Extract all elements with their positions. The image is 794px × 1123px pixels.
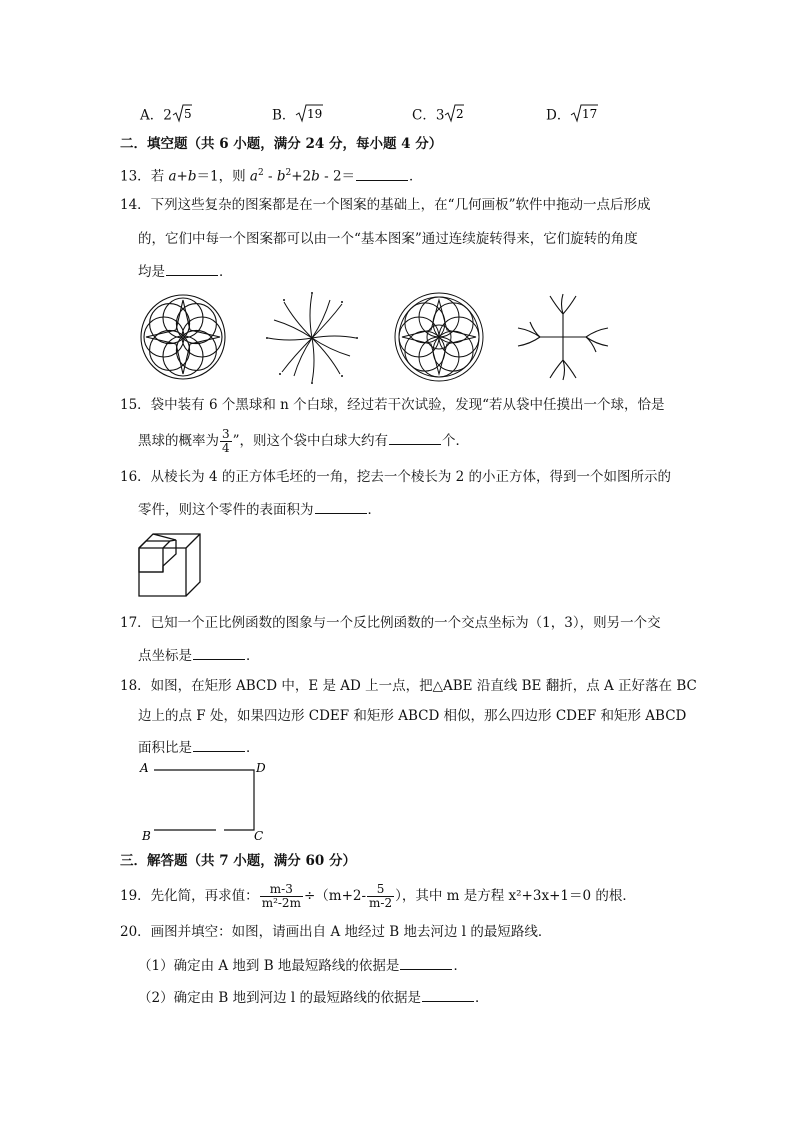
q20-sub-1 [138, 955, 467, 976]
q13-exp2: 2 [285, 168, 292, 178]
q18-line-3 [138, 737, 260, 758]
question-13 [120, 163, 423, 187]
cube-part-figure [136, 530, 204, 598]
label-c: C [254, 829, 264, 842]
option-b [272, 103, 323, 129]
q14-line-3 [138, 261, 233, 282]
q16-line-2-text: 零件，则这个零件的表面积为 [138, 502, 314, 518]
answer-blank[interactable] [193, 645, 245, 660]
fraction-2-numerator: 5 [367, 883, 394, 897]
svg-text:5: 5 [183, 107, 192, 121]
svg-text:17: 17 [582, 107, 598, 121]
label-a: A [140, 761, 149, 775]
q13-minus: - [263, 168, 277, 185]
q13-var-b3: b [311, 168, 320, 185]
q16-line-2 [138, 499, 381, 520]
circle-pattern-figure-3 [392, 290, 486, 384]
answer-blank[interactable] [389, 430, 441, 445]
q19-divide: ÷（m+2- [303, 888, 367, 904]
answer-blank[interactable] [422, 987, 474, 1002]
q18-line-3-end: ． [246, 740, 260, 756]
option-d [546, 103, 598, 129]
answer-blank[interactable] [193, 737, 245, 752]
q13-var-b: b [187, 168, 197, 185]
option-a [140, 103, 192, 129]
option-c-label: C． [412, 107, 436, 124]
answer-blank[interactable] [356, 166, 408, 181]
q20-sub-1-end: ． [453, 958, 467, 974]
sqrt-icon [295, 103, 323, 129]
q15-line-2-text: 黑球的概率为 [138, 433, 219, 449]
q14-line-3-end: ． [219, 264, 233, 280]
q14-line-2: 的，它们中每一个图案都可以由一个“基本图案”通过连续旋转得来，它们旋转的角度 [138, 231, 638, 247]
q15-line-2 [138, 426, 469, 456]
q13-number: 13． [120, 168, 151, 185]
svg-text:19: 19 [307, 107, 323, 121]
q13-var-b2: b [276, 168, 286, 185]
q13-end: ． [409, 168, 423, 185]
section-2-title: 二．填空题（共 6 小题，满分 24 分，每小题 4 分） [120, 136, 443, 152]
q13-plus: + [176, 168, 188, 185]
label-b: B [142, 829, 151, 842]
q13-rest2: - 2＝ [319, 168, 356, 185]
sqrt-icon [444, 103, 464, 129]
option-b-label: B． [272, 107, 296, 124]
q20-sub-2-end: ． [475, 990, 489, 1006]
q13-var-a: a [168, 168, 177, 185]
answer-blank[interactable] [166, 261, 218, 276]
question-19 [120, 879, 636, 913]
q15-line-1: 15．袋中装有 6 个黑球和 n 个白球，经过若干次试验，发现“若从袋中任摸出一个球，恰是 [120, 397, 665, 413]
q15-line-2-end: 个． [442, 433, 470, 449]
fraction-1 [260, 883, 303, 910]
q20-sub-2-text: （2）确定由 B 地到河边 l 的最短路线的依据是 [138, 990, 421, 1006]
q14-line-3-text: 均是 [138, 264, 165, 280]
sqrt-icon [570, 103, 598, 129]
q17-line-2-text: 点坐标是 [138, 648, 192, 664]
q13-var-a2: a [249, 168, 258, 185]
q17-line-2-end: ． [246, 648, 260, 664]
q17-line-2 [138, 645, 260, 666]
label-d: D [256, 761, 266, 775]
fraction-2-denominator: m-2 [369, 896, 393, 910]
option-a-label: A． [140, 107, 164, 124]
fraction-1-denominator: m²-2m [261, 896, 301, 910]
option-d-label: D． [546, 107, 571, 124]
answer-blank[interactable] [315, 499, 367, 514]
q16-line-2-end: ． [367, 502, 381, 518]
fraction-1-numerator: m-3 [260, 883, 303, 897]
rose-pattern-figure-1 [138, 292, 228, 382]
sqrt-icon [172, 103, 192, 129]
q19-text: 19．先化简，再求值： [120, 888, 259, 904]
option-c [412, 103, 464, 129]
star-pattern-figure-2 [264, 290, 360, 386]
option-a-coef: 2 [163, 107, 172, 124]
svg-text:2: 2 [456, 107, 465, 121]
q16-line-1: 16．从棱长为 4 的正方体毛坯的一角，挖去一个棱长为 2 的小正方体，得到一个如图所示的 [120, 469, 672, 485]
rectangle-abcd-figure [138, 758, 270, 842]
option-c-coef: 3 [435, 107, 445, 124]
q20-sub-1-text: （1）确定由 A 地到 B 地最短路线的依据是 [138, 958, 400, 974]
q20-sub-2 [138, 987, 489, 1008]
q17-line-1: 17．已知一个正比例函数的图象与一个反比例函数的一个交点坐标为（1，3），则另一个交 [120, 615, 661, 631]
branch-pattern-figure-4 [514, 290, 612, 384]
fraction-2 [367, 883, 394, 910]
q19-post: ，其中 m 是方程 x²+3x+1＝0 的根． [401, 888, 636, 904]
q13-eq: ＝1，则 [196, 168, 250, 185]
q19-close: ） [395, 888, 402, 904]
probability-fraction [220, 428, 232, 455]
q18-line-1: 18．如图，在矩形 ABCD 中，E 是 AD 上一点，把△ABE 沿直线 BE 翻折，点 A 正好落在 BC [120, 678, 697, 694]
q15-line-2-mid: ”，则这个袋中白球大约有 [232, 433, 389, 449]
q18-line-2: 边上的点 F 处，如果四边形 CDEF 和矩形 ABCD 相似，那么四边形 CDEF 和矩形 ABCD [138, 708, 687, 724]
q13-rest: +2 [291, 168, 312, 185]
q20-line-1: 20．画图并填空：如图，请画出自 A 地经过 B 地去河边 l 的最短路线． [120, 924, 552, 940]
q18-line-3-text: 面积比是 [138, 740, 192, 756]
answer-blank[interactable] [400, 955, 452, 970]
q14-line-1: 14．下列这些复杂的图案都是在一个图案的基础上，在“几何画板”软件中拖动一点后形成 [120, 197, 651, 213]
q13-text: 若 [150, 168, 169, 185]
q13-exp1: 2 [257, 168, 264, 178]
section-3-title: 三．解答题（共 7 小题，满分 60 分） [120, 853, 356, 869]
fraction-numerator: 3 [222, 427, 230, 441]
fraction-denominator: 4 [222, 441, 230, 455]
